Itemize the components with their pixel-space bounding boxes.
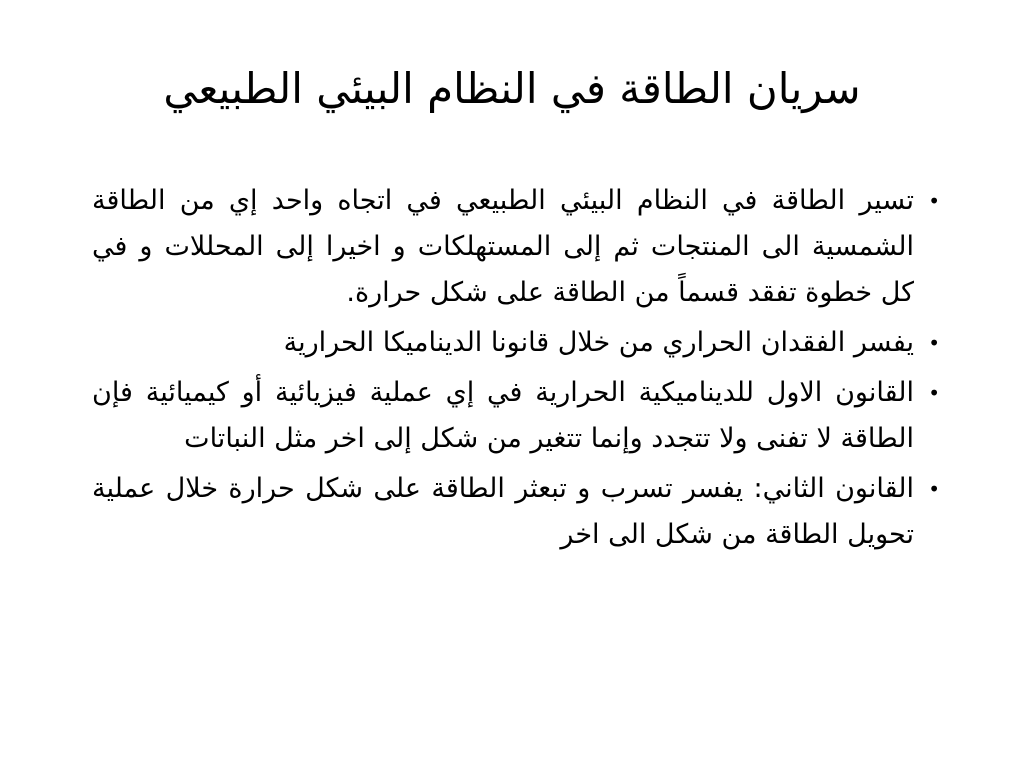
bullet-item-4	[92, 466, 942, 558]
bullet-icon: •	[928, 331, 940, 355]
bullet-icon: •	[928, 189, 940, 213]
bullet-text: تسير الطاقة في النظام البيئي الطبيعي في اتجاه واحد إي من الطاقة الشمسية الى المنتجات ثم إلى المستهلكات و اخيرا إلى المحللات و في كل خطوة تفقد قسماً من الطاقة على شكل حرارة.	[92, 185, 914, 308]
bullet-list	[92, 178, 942, 562]
bullet-item-1	[92, 178, 942, 316]
bullet-icon: •	[928, 477, 940, 501]
bullet-item-2	[92, 320, 942, 366]
bullet-item-3	[92, 370, 942, 462]
bullet-text: يفسر الفقدان الحراري من خلال قانونا الديناميكا الحرارية	[283, 327, 914, 358]
slide-title: سريان الطاقة في النظام البيئي الطبيعي	[163, 64, 861, 113]
bullet-text: القانون الثاني: يفسر تسرب و تبعثر الطاقة على شكل حرارة خلال عملية تحويل الطاقة من شكل الى اخر	[92, 473, 914, 550]
bullet-text: القانون الاول للديناميكية الحرارية في إي عملية فيزيائية أو كيميائية فإن الطاقة لا تفنى ولا تتجدد وإنما تتغير من شكل إلى اخر مثل النباتات	[92, 377, 914, 454]
bullet-icon: •	[928, 381, 940, 405]
